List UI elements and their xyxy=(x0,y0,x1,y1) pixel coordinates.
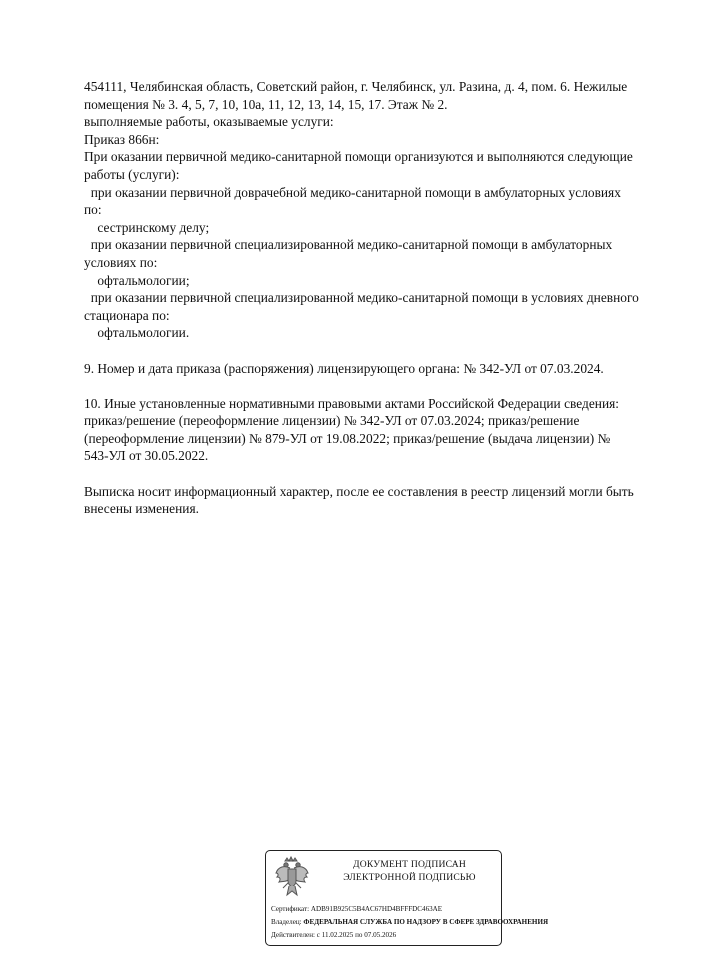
item-10-other-info xyxy=(84,395,684,465)
text-line: условиях по: xyxy=(84,254,158,270)
paragraph-gap xyxy=(84,342,684,360)
owner-value: ФЕДЕРАЛЬНАЯ СЛУЖБА ПО НАДЗОРУ В СФЕРЕ ЗДРАВООХРАНЕНИЯ xyxy=(303,918,549,926)
text-line: 10. Иные установленные нормативными правовыми актами Российской Федерации сведения: xyxy=(84,395,619,411)
text-line: (переоформление лицензии) № 879-УЛ от 19.08.2022; приказ/решение (выдача лицензии) № xyxy=(84,430,611,446)
certificate-row xyxy=(271,903,571,916)
text-line: приказ/решение (переоформление лицензии) № 342-УЛ от 07.03.2024; приказ/решение xyxy=(84,413,580,429)
stamp-title xyxy=(322,859,497,884)
item-9-order: 9. Номер и дата приказа (распоряжения) лицензирующего органа: № 342-УЛ от 07.03.2024. xyxy=(84,360,604,376)
disclaimer-note xyxy=(84,483,684,518)
certificate-value: ADB91B925C5B4AC67HD4BFFFDC463AE xyxy=(310,905,443,913)
text-line: офтальмологии; xyxy=(84,272,190,288)
text-line: помещения № 3. 4, 5, 7, 10, 10а, 11, 12, 13, 14, 15, 17. Этаж № 2. xyxy=(84,96,448,112)
text-line: офтальмологии. xyxy=(84,325,190,341)
paragraph-gap xyxy=(84,377,684,395)
coat-of-arms-icon xyxy=(274,855,310,899)
text-line: Выписка носит информационный характер, после ее составления в реестр лицензий могли быть xyxy=(84,483,634,499)
text-line: сестринскому делу; xyxy=(84,219,210,235)
owner-label: Владелец: xyxy=(271,918,302,926)
paragraph-gap xyxy=(84,465,684,483)
text-line: Приказ 866н: xyxy=(84,131,160,147)
stamp-title-line: ДОКУМЕНТ ПОДПИСАН xyxy=(352,859,466,870)
text-line: выполняемые работы, оказываемые услуги: xyxy=(84,114,334,130)
text-line: при оказании первичной специализированной медико-санитарной помощи в условиях дневного xyxy=(84,290,639,306)
text-line: при оказании первичной доврачебной медико-санитарной помощи в амбулаторных условиях xyxy=(84,184,621,200)
owner-row xyxy=(271,916,571,929)
text-line: 543-УЛ от 30.05.2022. xyxy=(84,448,209,464)
license-details xyxy=(84,78,684,342)
electronic-signature-stamp xyxy=(265,850,549,946)
text-line: 454111, Челябинская область, Советский район, г. Челябинск, ул. Разина, д. 4, пом. 6. Нежилые xyxy=(84,79,628,94)
stamp-title-line: ЭЛЕКТРОННОЙ ПОДПИСЬЮ xyxy=(343,871,476,883)
text-line: при оказании первичной специализированной медико-санитарной помощи в амбулаторных xyxy=(84,237,613,253)
text-line: стационара по: xyxy=(84,307,170,323)
text-line: по: xyxy=(84,202,102,218)
text-line: внесены изменения. xyxy=(84,501,199,517)
validity-label: Действителен: xyxy=(271,931,315,939)
text-line: При оказании первичной медико-санитарной помощи организуются и выполняются следующие xyxy=(84,149,633,165)
certificate-label: Сертификат: xyxy=(271,905,310,913)
validity-value: с 11.02.2025 по 07.05.2026 xyxy=(316,931,397,939)
text-line: работы (услуги): xyxy=(84,166,180,182)
document-body xyxy=(84,78,684,518)
validity-row xyxy=(271,929,571,942)
stamp-details xyxy=(271,903,571,942)
